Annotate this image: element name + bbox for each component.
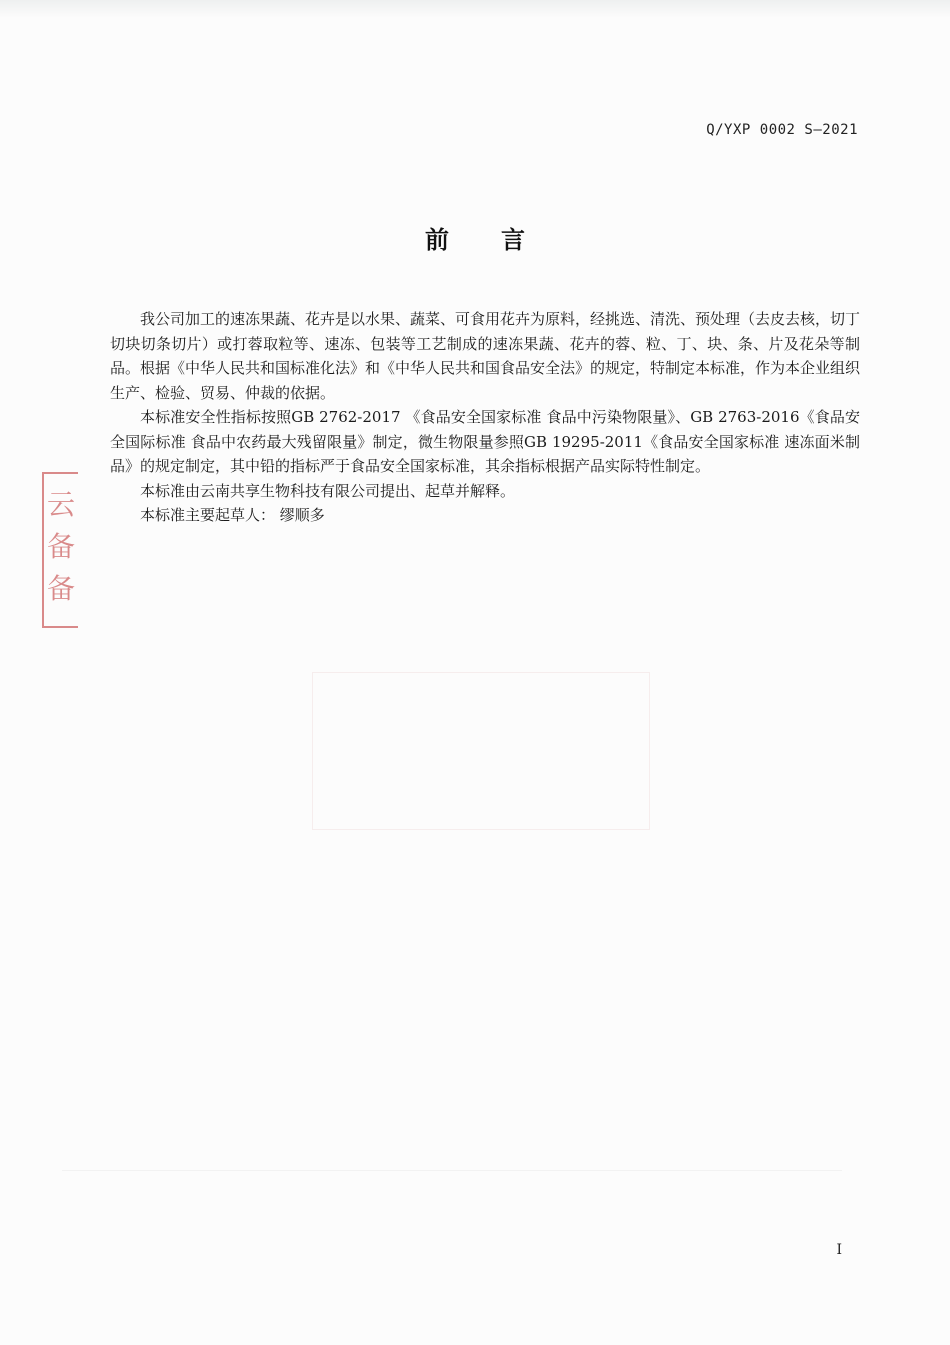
paragraph-drafter: 本标准主要起草人： 缪顺多 xyxy=(140,506,325,524)
bleed-through-box xyxy=(312,672,650,830)
paragraph-proposer: 本标准由云南共享生物科技有限公司提出、起草并解释。 xyxy=(140,481,516,500)
filing-stamp xyxy=(42,472,78,628)
foreword-body xyxy=(110,307,860,528)
stamp-char: 云 xyxy=(46,488,75,521)
paragraph-intro: 我公司加工的速冻果蔬、花卉是以水果、蔬菜、可食用花卉为原料，经挑选、清洗、预处理（去皮去核，切丁切块切条切片）或打蓉取粒等、速冻、包装等工艺制成的速冻果蔬、花卉的蓉、粒、丁、块、条、片及花朵等制品。根据《中华人民共和国标准化法》和《中华人民共和国食品安全法》的规定，特制定本标准，作为本企业组织生产、检验、贸易、仲裁的依据。 xyxy=(110,310,861,402)
standard-code: Q/YXP 0002 S—2021 xyxy=(706,122,858,138)
bleed-through-line xyxy=(62,1170,842,1171)
paragraph-safety-indicators: 本标准安全性指标按照GB 2762-2017 《食品安全国家标准 食品中污染物限量》、GB 2763-2016《食品安全国际标准 食品中农药最大残留限量》制定，微生物限量参照GB 19295-2011《食品安全国家标准 速冻面米制品》的规定制定，其中铅的指标严于食品安全国家标准，其余指标根据产品实际特性制定。 xyxy=(110,408,860,475)
stamp-char: 备 xyxy=(46,572,75,605)
scan-edge xyxy=(0,0,950,18)
stamp-char: 备 xyxy=(46,530,75,563)
page-heading: 前言 xyxy=(425,226,577,254)
page-number: I xyxy=(836,1242,842,1258)
